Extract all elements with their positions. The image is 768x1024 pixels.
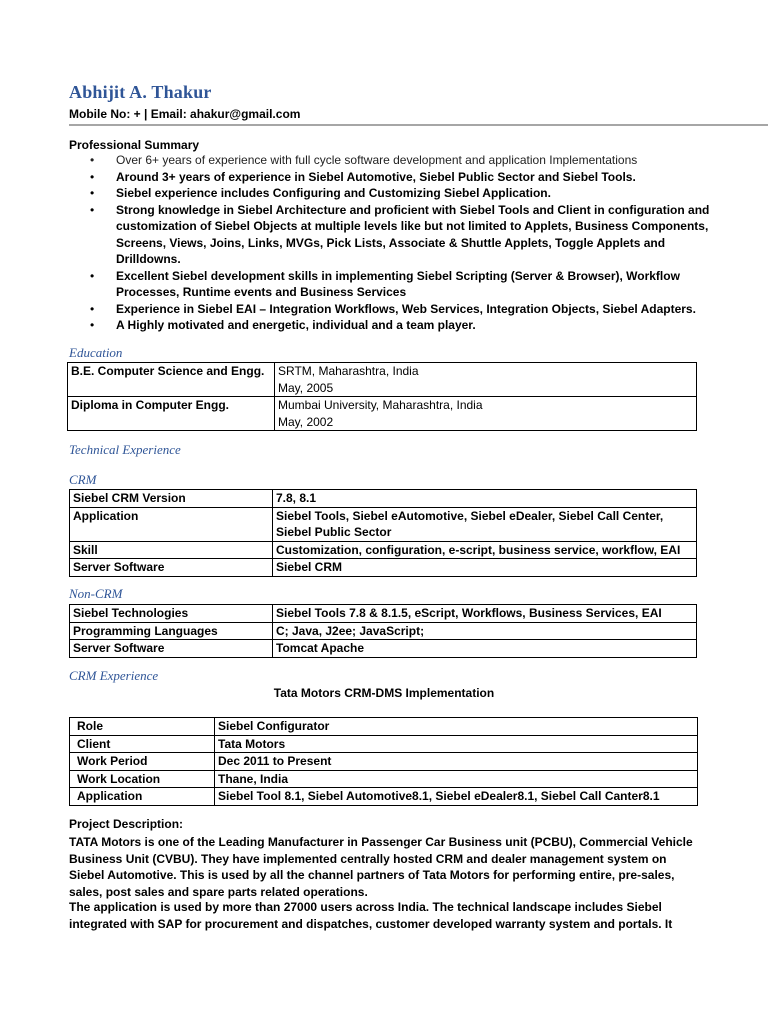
table-row	[70, 718, 698, 736]
table-cell: Server Software	[70, 640, 273, 658]
table-cell: B.E. Computer Science and Engg.	[68, 363, 275, 397]
summary-heading: Professional Summary	[69, 138, 200, 152]
date: May, 2002	[278, 414, 334, 429]
table-cell: Server Software	[70, 559, 273, 577]
noncrm-heading: Non-CRM	[69, 586, 123, 601]
table-cell: Work Period	[70, 753, 215, 771]
table-row	[70, 753, 698, 771]
table-row	[70, 541, 697, 559]
project-description-paragraph: TATA Motors is one of the Leading Manufacturer in Passenger Car Business unit (PCBU), Commercial Vehicle Business Unit (CVBU). They have implemented centrally hosted CRM and dealer management system on Siebel Automotive. This is used by all the channel partners of Tata Motors for performing entire, pre-sales, sales, post sales and spare parts related operations.	[69, 835, 693, 899]
table-row	[70, 622, 697, 640]
table-row	[70, 640, 697, 658]
list-item: • A Highly motivated and energetic, individual and a team player.	[86, 317, 716, 334]
technical-heading: Technical Experience	[69, 442, 181, 457]
crm-experience-heading: CRM Experience	[69, 668, 159, 683]
table-row	[70, 788, 698, 806]
table-cell: Siebel CRM	[273, 559, 697, 577]
project-description-paragraph-2: The application is used by more than 27000 users across India. The technical landscape includes Siebel integrated with SAP for procurement and dispatches, customer developed warranty system and portals. It	[69, 900, 673, 931]
table-cell: Tata Motors	[215, 735, 698, 753]
table-cell: Role	[70, 718, 215, 736]
table-cell: Client	[70, 735, 215, 753]
list-item: • Around 3+ years of experience in Siebel Automotive, Siebel Public Sector and Siebel Tools.	[86, 169, 716, 186]
table-cell	[275, 397, 697, 431]
header-divider	[69, 124, 768, 126]
date: May, 2005	[278, 380, 334, 395]
institution: Mumbai University, Maharashtra, India	[278, 398, 483, 412]
table-cell: Application	[70, 507, 273, 541]
table-cell: Application	[70, 788, 215, 806]
list-item: • Excellent Siebel development skills in implementing Siebel Scripting (Server & Browser), Workflow Processes, Runtime events and Business Services	[86, 268, 716, 301]
table-row	[68, 363, 697, 397]
project-table	[69, 717, 698, 806]
contact-line: Mobile No: + | Email: ahakur@gmail.com	[69, 107, 301, 121]
table-row	[70, 735, 698, 753]
table-cell: Programming Languages	[70, 622, 273, 640]
list-item: • Siebel experience includes Configuring and Customizing Siebel Application.	[86, 185, 716, 202]
table-row	[70, 770, 698, 788]
summary-list	[86, 152, 716, 334]
table-row	[68, 397, 697, 431]
table-cell: 7.8, 8.1	[273, 490, 697, 508]
table-cell: C; Java, J2ee; JavaScript;	[273, 622, 697, 640]
list-item: • Strong knowledge in Siebel Architecture and proficient with Siebel Tools and Client in configuration and customization of Siebel Objects at multiple levels like but not limited to Applets, Business Components, Screens, Views, Joins, Links, MVGs, Pick Lists, Associate & Shuttle Applets, Toggle Applets and Drilldowns.	[86, 202, 716, 268]
table-cell: Thane, India	[215, 770, 698, 788]
table-cell: Work Location	[70, 770, 215, 788]
project-description-heading: Project Description:	[69, 817, 184, 831]
table-cell: Customization, configuration, e-script, business service, workflow, EAI	[273, 541, 697, 559]
table-cell: Siebel Technologies	[70, 605, 273, 623]
table-row	[70, 605, 697, 623]
table-cell: Tomcat Apache	[273, 640, 697, 658]
institution: SRTM, Maharashtra, India	[278, 364, 419, 378]
table-row	[70, 507, 697, 541]
crm-heading: CRM	[69, 472, 97, 487]
table-row	[70, 490, 697, 508]
crm-table	[69, 489, 697, 577]
table-cell: Siebel Configurator	[215, 718, 698, 736]
table-cell: Siebel Tools 7.8 & 8.1.5, eScript, Workflows, Business Services, EAI	[273, 605, 697, 623]
education-table	[67, 362, 697, 431]
table-row	[70, 559, 697, 577]
table-cell: Dec 2011 to Present	[215, 753, 698, 771]
table-cell	[275, 363, 697, 397]
table-cell: Diploma in Computer Engg.	[68, 397, 275, 431]
project-title: Tata Motors CRM-DMS Implementation	[273, 686, 495, 700]
education-heading: Education	[69, 345, 123, 360]
candidate-name: Abhijit A. Thakur	[69, 82, 212, 102]
list-item: • Over 6+ years of experience with full cycle software development and application Implementations	[86, 152, 716, 169]
table-cell: Siebel CRM Version	[70, 490, 273, 508]
table-cell: Siebel Tool 8.1, Siebel Automotive8.1, Siebel eDealer8.1, Siebel Call Canter8.1	[215, 788, 698, 806]
noncrm-table	[69, 604, 697, 658]
list-item: • Experience in Siebel EAI – Integration Workflows, Web Services, Integration Objects, Siebel Adapters.	[86, 301, 716, 318]
table-cell: Skill	[70, 541, 273, 559]
table-cell: Siebel Tools, Siebel eAutomotive, Siebel eDealer, Siebel Call Center, Siebel Public Sector	[273, 507, 697, 541]
